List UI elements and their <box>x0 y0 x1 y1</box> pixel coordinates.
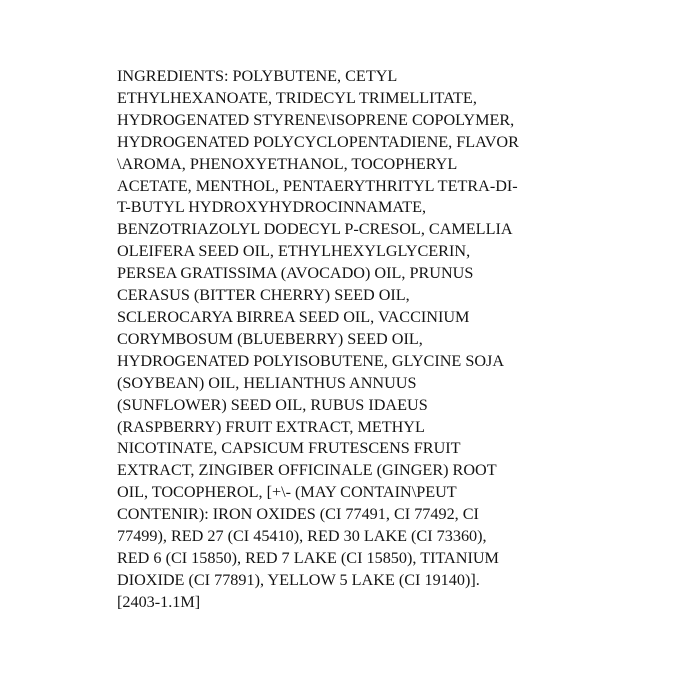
ingredient-line: OIL, TOCOPHEROL, [+\- (MAY CONTAIN\PEUT <box>117 483 457 502</box>
ingredient-line: (RASPBERRY) FRUIT EXTRACT, METHYL <box>117 417 425 436</box>
ingredient-line: HYDROGENATED STYRENE\ISOPRENE COPOLYMER, <box>117 110 515 129</box>
ingredient-line: \AROMA, PHENOXYETHANOL, TOCOPHERYL <box>117 154 458 173</box>
ingredients-label <box>117 66 577 614</box>
ingredient-line: EXTRACT, ZINGIBER OFFICINALE (GINGER) ROOT <box>117 461 497 480</box>
ingredient-line: BENZOTRIAZOLYL DODECYL P-CRESOL, CAMELLIA <box>117 220 513 239</box>
ingredient-line: 77499), RED 27 (CI 45410), RED 30 LAKE (CI 73360), <box>117 527 487 546</box>
ingredient-line: DIOXIDE (CI 77891), YELLOW 5 LAKE (CI 19140)]. <box>117 570 480 589</box>
ingredient-line: HYDROGENATED POLYISOBUTENE, GLYCINE SOJA <box>117 351 505 370</box>
ingredient-line: CORYMBOSUM (BLUEBERRY) SEED OIL, <box>117 329 423 348</box>
ingredient-line: OLEIFERA SEED OIL, ETHYLHEXYLGLYCERIN, <box>117 242 471 261</box>
ingredient-line: PERSEA GRATISSIMA (AVOCADO) OIL, PRUNUS <box>117 264 474 283</box>
ingredient-line: HYDROGENATED POLYCYCLOPENTADIENE, FLAVOR <box>117 132 519 151</box>
ingredient-line: (SUNFLOWER) SEED OIL, RUBUS IDAEUS <box>117 395 428 414</box>
ingredient-line: CONTENIR): IRON OXIDES (CI 77491, CI 77492, CI <box>117 505 479 524</box>
ingredient-line: (SOYBEAN) OIL, HELIANTHUS ANNUUS <box>117 373 417 392</box>
batch-code: [2403-1.1M] <box>117 592 201 611</box>
ingredient-line: NICOTINATE, CAPSICUM FRUTESCENS FRUIT <box>117 439 461 458</box>
ingredient-line: RED 6 (CI 15850), RED 7 LAKE (CI 15850), TITANIUM <box>117 548 499 567</box>
ingredient-line: ACETATE, MENTHOL, PENTAERYTHRITYL TETRA-DI- <box>117 176 518 195</box>
ingredient-line: INGREDIENTS: POLYBUTENE, CETYL <box>117 67 398 85</box>
ingredient-line: CERASUS (BITTER CHERRY) SEED OIL, <box>117 286 410 305</box>
ingredient-line: ETHYLHEXANOATE, TRIDECYL TRIMELLITATE, <box>117 88 477 107</box>
ingredient-line: SCLEROCARYA BIRREA SEED OIL, VACCINIUM <box>117 307 470 326</box>
ingredient-line: T-BUTYL HYDROXYHYDROCINNAMATE, <box>117 198 427 217</box>
